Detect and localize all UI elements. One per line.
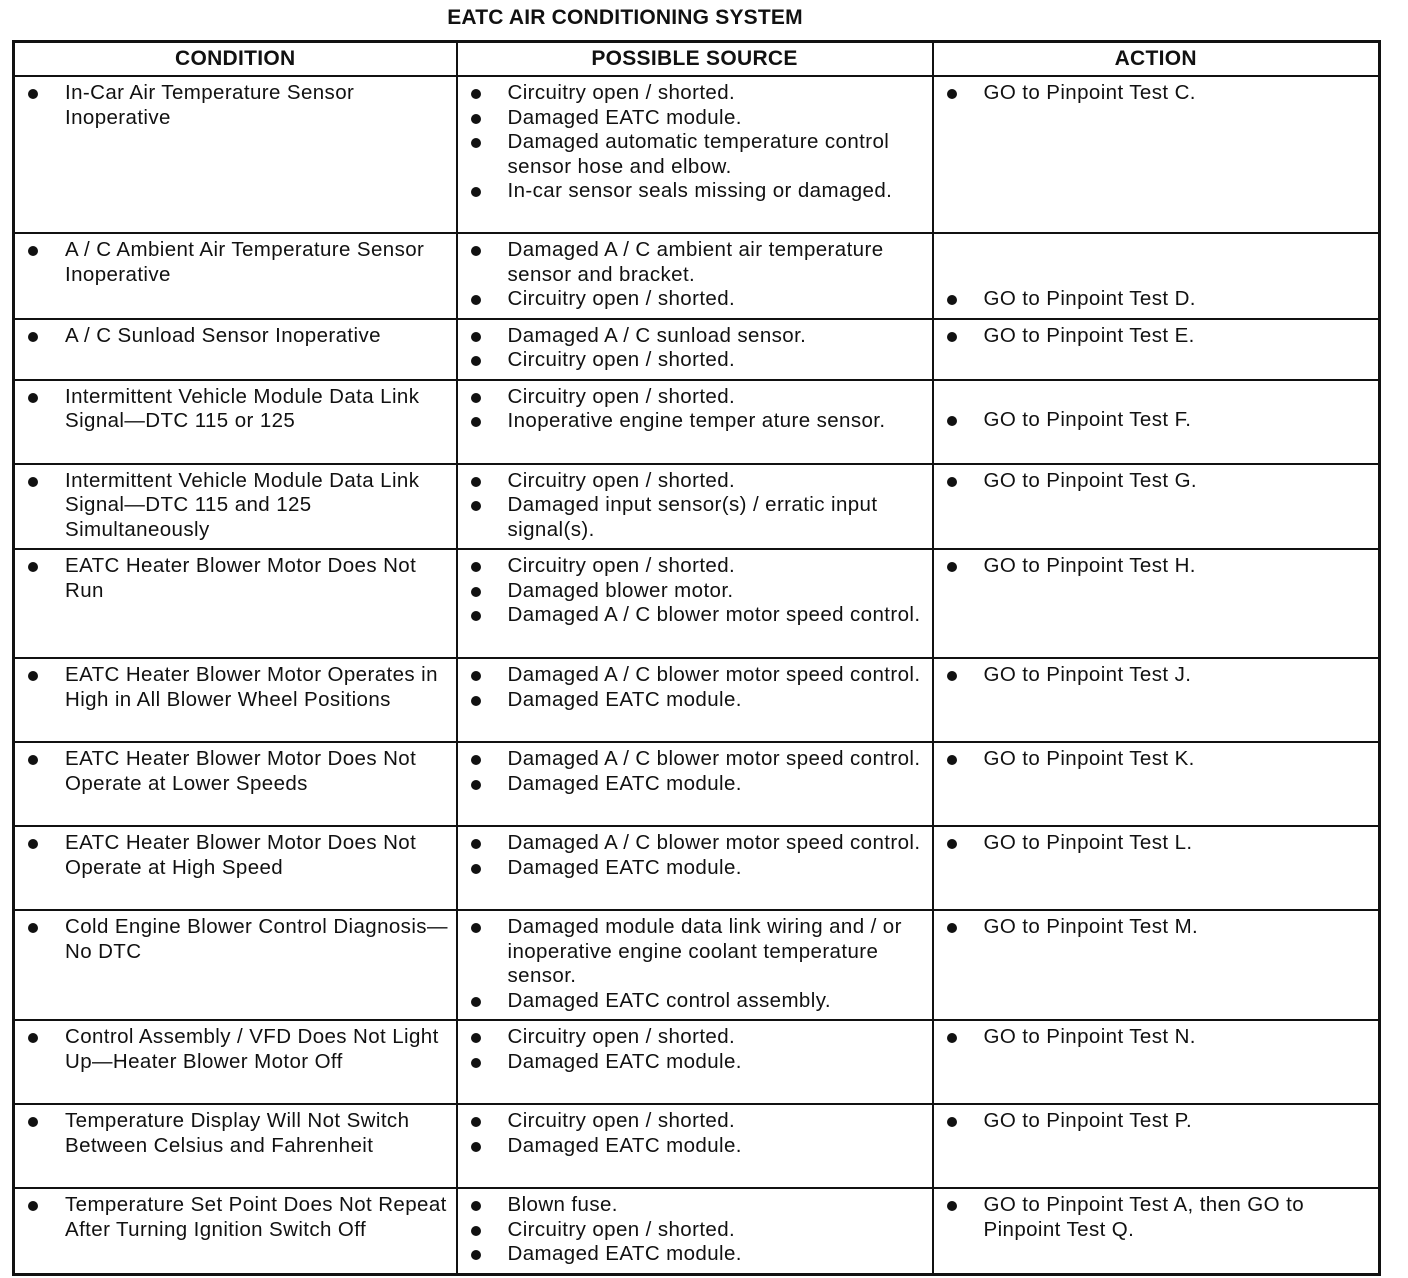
table-row bbox=[14, 1104, 1380, 1188]
condition-text: Intermittent Vehicle Module Data Link Signal—DTC 115 or 125 bbox=[21, 385, 450, 434]
condition-text: In-Car Air Temperature Sensor Inoperative bbox=[21, 81, 450, 130]
possible-source-item: Damaged EATC control assembly. bbox=[464, 989, 926, 1014]
condition-text: EATC Heater Blower Motor Operates in High in All Blower Wheel Positions bbox=[21, 663, 450, 712]
possible-source-cell bbox=[457, 76, 933, 233]
action-text: GO to Pinpoint Test F. bbox=[940, 408, 1373, 433]
possible-source-item: Damaged A / C ambient air temperature sensor and bracket. bbox=[464, 238, 926, 287]
action-cell bbox=[933, 549, 1380, 658]
possible-source-item: Circuitry open / shorted. bbox=[464, 554, 926, 579]
condition-cell bbox=[14, 464, 457, 550]
possible-source-item: Circuitry open / shorted. bbox=[464, 287, 926, 312]
condition-cell bbox=[14, 380, 457, 464]
possible-source-cell bbox=[457, 1104, 933, 1188]
action-text: GO to Pinpoint Test P. bbox=[940, 1109, 1373, 1134]
condition-text: Temperature Set Point Does Not Repeat After Turning Ignition Switch Off bbox=[21, 1193, 450, 1242]
possible-source-cell bbox=[457, 826, 933, 910]
action-cell bbox=[933, 76, 1380, 233]
possible-source-item: Damaged EATC module. bbox=[464, 772, 926, 797]
possible-source-item: Damaged A / C blower motor speed control. bbox=[464, 663, 926, 688]
possible-source-item: Damaged module data link wiring and / or inoperative engine coolant temperature sensor. bbox=[464, 915, 926, 989]
condition-text: EATC Heater Blower Motor Does Not Operate at Lower Speeds bbox=[21, 747, 450, 796]
condition-text: Temperature Display Will Not Switch Between Celsius and Fahrenheit bbox=[21, 1109, 450, 1158]
possible-source-item: Damaged EATC module. bbox=[464, 856, 926, 881]
possible-source-item: In-car sensor seals missing or damaged. bbox=[464, 179, 926, 204]
condition-text: EATC Heater Blower Motor Does Not Run bbox=[21, 554, 450, 603]
possible-source-item: Blown fuse. bbox=[464, 1193, 926, 1218]
table-row bbox=[14, 76, 1380, 233]
possible-source-cell bbox=[457, 319, 933, 380]
possible-source-item: Damaged A / C blower motor speed control. bbox=[464, 831, 926, 856]
diagnosis-table bbox=[12, 40, 1381, 1276]
possible-source-item: Circuitry open / shorted. bbox=[464, 385, 926, 410]
possible-source-item: Damaged A / C blower motor speed control. bbox=[464, 747, 926, 772]
action-cell bbox=[933, 1104, 1380, 1188]
possible-source-item: Damaged EATC module. bbox=[464, 688, 926, 713]
condition-text: EATC Heater Blower Motor Does Not Operate at High Speed bbox=[21, 831, 450, 880]
header-possible-source: POSSIBLE SOURCE bbox=[457, 42, 933, 77]
action-text: GO to Pinpoint Test L. bbox=[940, 831, 1373, 856]
table-row bbox=[14, 233, 1380, 319]
possible-source-item: Damaged EATC module. bbox=[464, 1050, 926, 1075]
possible-source-item: Damaged input sensor(s) / erratic input signal(s). bbox=[464, 493, 926, 542]
table-row bbox=[14, 826, 1380, 910]
action-cell bbox=[933, 380, 1380, 464]
possible-source-item: Damaged EATC module. bbox=[464, 106, 926, 131]
condition-cell bbox=[14, 1020, 457, 1104]
condition-cell bbox=[14, 549, 457, 658]
possible-source-item: Damaged EATC module. bbox=[464, 1134, 926, 1159]
condition-cell bbox=[14, 319, 457, 380]
action-cell bbox=[933, 1188, 1380, 1274]
possible-source-item: Damaged automatic temperature control sensor hose and elbow. bbox=[464, 130, 926, 179]
condition-text: Intermittent Vehicle Module Data Link Signal—DTC 115 and 125 Simultaneously bbox=[21, 469, 450, 543]
action-cell bbox=[933, 233, 1380, 319]
action-text: GO to Pinpoint Test A, then GO to Pinpoint Test Q. bbox=[940, 1193, 1373, 1242]
action-text: GO to Pinpoint Test K. bbox=[940, 747, 1373, 772]
possible-source-cell bbox=[457, 464, 933, 550]
table-row bbox=[14, 1020, 1380, 1104]
possible-source-item: Damaged EATC module. bbox=[464, 1242, 926, 1267]
action-text: GO to Pinpoint Test G. bbox=[940, 469, 1373, 494]
possible-source-cell bbox=[457, 380, 933, 464]
possible-source-item: Damaged A / C sunload sensor. bbox=[464, 324, 926, 349]
condition-cell bbox=[14, 910, 457, 1020]
possible-source-cell bbox=[457, 742, 933, 826]
table-row bbox=[14, 380, 1380, 464]
possible-source-item: Inoperative engine temper ature sensor. bbox=[464, 409, 926, 434]
condition-text: A / C Ambient Air Temperature Sensor Inoperative bbox=[21, 238, 450, 287]
possible-source-item: Circuitry open / shorted. bbox=[464, 1218, 926, 1243]
header-condition: CONDITION bbox=[14, 42, 457, 77]
possible-source-cell bbox=[457, 1020, 933, 1104]
possible-source-item: Circuitry open / shorted. bbox=[464, 1109, 926, 1134]
possible-source-item: Damaged blower motor. bbox=[464, 579, 926, 604]
possible-source-item: Circuitry open / shorted. bbox=[464, 348, 926, 373]
condition-text: Cold Engine Blower Control Diagnosis—No DTC bbox=[21, 915, 450, 964]
condition-cell bbox=[14, 76, 457, 233]
action-cell bbox=[933, 319, 1380, 380]
action-text: GO to Pinpoint Test D. bbox=[940, 287, 1373, 312]
action-cell bbox=[933, 742, 1380, 826]
table-row bbox=[14, 549, 1380, 658]
condition-cell bbox=[14, 658, 457, 742]
table-row bbox=[14, 742, 1380, 826]
condition-cell bbox=[14, 742, 457, 826]
possible-source-cell bbox=[457, 549, 933, 658]
condition-text: Control Assembly / VFD Does Not Light Up—Heater Blower Motor Off bbox=[21, 1025, 450, 1074]
condition-cell bbox=[14, 1188, 457, 1274]
header-row bbox=[14, 42, 1380, 77]
page-title: EATC AIR CONDITIONING SYSTEM bbox=[447, 6, 803, 29]
possible-source-cell bbox=[457, 910, 933, 1020]
possible-source-cell bbox=[457, 658, 933, 742]
action-text: GO to Pinpoint Test H. bbox=[940, 554, 1373, 579]
possible-source-item: Circuitry open / shorted. bbox=[464, 81, 926, 106]
table-row bbox=[14, 658, 1380, 742]
condition-text: A / C Sunload Sensor Inoperative bbox=[21, 324, 450, 349]
action-text: GO to Pinpoint Test M. bbox=[940, 915, 1373, 940]
condition-cell bbox=[14, 826, 457, 910]
action-text: GO to Pinpoint Test N. bbox=[940, 1025, 1373, 1050]
table-row bbox=[14, 464, 1380, 550]
possible-source-cell bbox=[457, 1188, 933, 1274]
action-cell bbox=[933, 1020, 1380, 1104]
action-text: GO to Pinpoint Test J. bbox=[940, 663, 1373, 688]
condition-cell bbox=[14, 1104, 457, 1188]
possible-source-item: Damaged A / C blower motor speed control. bbox=[464, 603, 926, 628]
possible-source-cell bbox=[457, 233, 933, 319]
action-text: GO to Pinpoint Test C. bbox=[940, 81, 1373, 106]
possible-source-item: Circuitry open / shorted. bbox=[464, 1025, 926, 1050]
action-cell bbox=[933, 910, 1380, 1020]
action-cell bbox=[933, 658, 1380, 742]
action-cell bbox=[933, 826, 1380, 910]
condition-cell bbox=[14, 233, 457, 319]
header-action: ACTION bbox=[933, 42, 1380, 77]
table-body bbox=[14, 76, 1380, 1274]
table-row bbox=[14, 1188, 1380, 1274]
possible-source-item: Circuitry open / shorted. bbox=[464, 469, 926, 494]
table-row bbox=[14, 319, 1380, 380]
table-row bbox=[14, 910, 1380, 1020]
action-cell bbox=[933, 464, 1380, 550]
action-text: GO to Pinpoint Test E. bbox=[940, 324, 1373, 349]
